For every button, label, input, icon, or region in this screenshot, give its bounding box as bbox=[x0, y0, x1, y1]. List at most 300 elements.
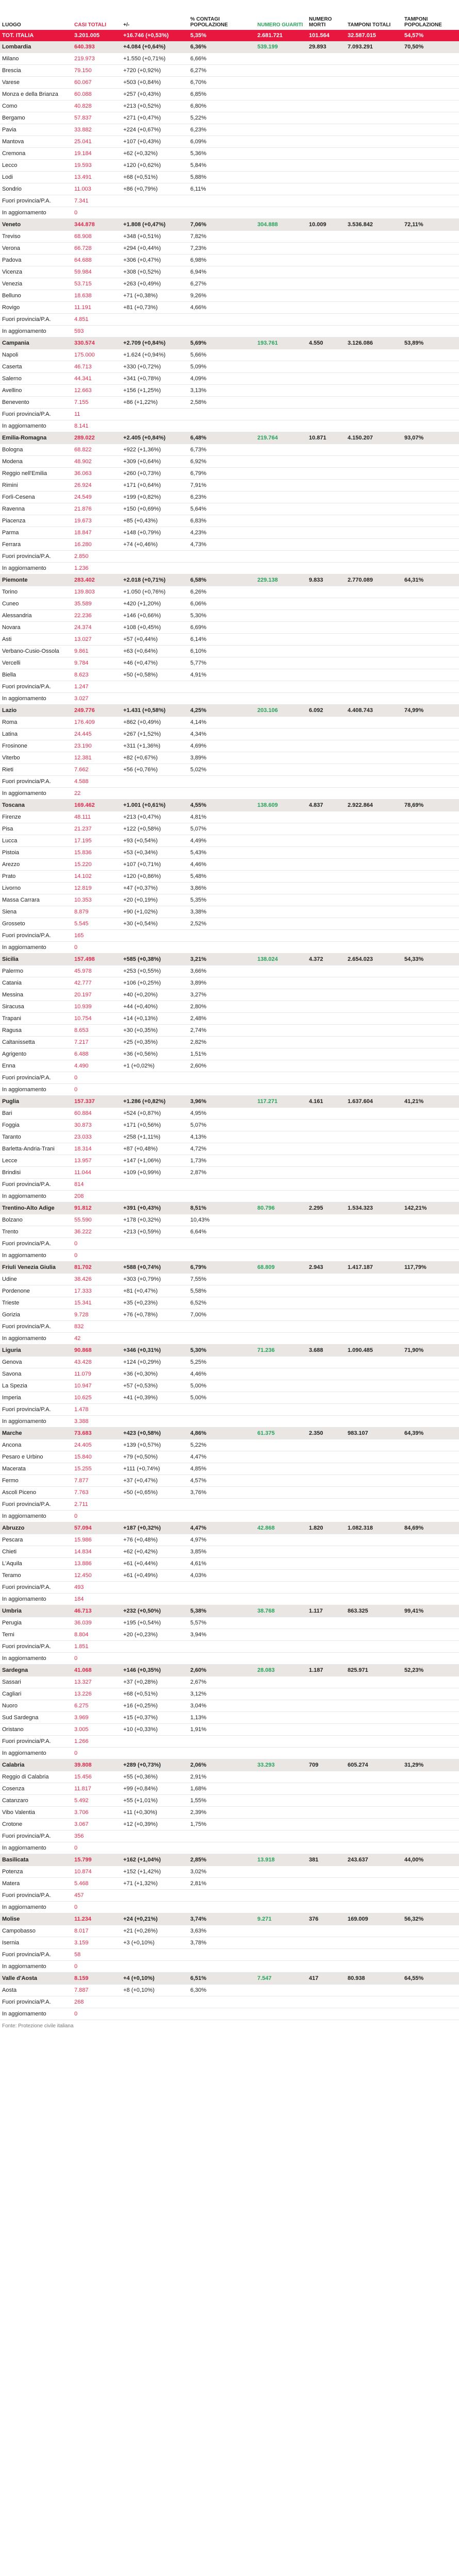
cell-deaths bbox=[307, 788, 346, 800]
cell-pct: 2,82% bbox=[188, 1037, 255, 1048]
cell-healed bbox=[255, 302, 307, 314]
cell-deaths bbox=[307, 717, 346, 728]
cell-healed bbox=[255, 1712, 307, 1724]
province-row[interactable] bbox=[0, 586, 459, 598]
province-row[interactable] bbox=[0, 65, 459, 77]
cell-swabs-pop: 64,31% bbox=[402, 574, 459, 586]
province-row[interactable] bbox=[0, 1890, 459, 1902]
cell-healed bbox=[255, 669, 307, 681]
cell-pct: 1,68% bbox=[188, 1783, 255, 1795]
province-row[interactable] bbox=[0, 1511, 459, 1522]
total-row[interactable] bbox=[0, 30, 459, 41]
cell-cases: 42 bbox=[72, 1333, 121, 1345]
cell-deaths: 4.837 bbox=[307, 800, 346, 811]
cell-pct: 5,07% bbox=[188, 1120, 255, 1131]
cell-healed bbox=[255, 823, 307, 835]
province-row[interactable] bbox=[0, 1013, 459, 1025]
cell-swabs-pop bbox=[402, 124, 459, 136]
cell-name: Sardegna bbox=[0, 1665, 72, 1676]
province-row[interactable] bbox=[0, 776, 459, 788]
cell-swabs-pop bbox=[402, 100, 459, 112]
province-row[interactable] bbox=[0, 1961, 459, 1973]
cell-pct: 6,36% bbox=[188, 41, 255, 53]
province-row[interactable] bbox=[0, 1641, 459, 1653]
region-row[interactable] bbox=[0, 1913, 459, 1925]
province-row[interactable] bbox=[0, 503, 459, 515]
province-row[interactable] bbox=[0, 77, 459, 89]
cell-swabs-pop: 72,11% bbox=[402, 219, 459, 231]
province-row[interactable] bbox=[0, 1676, 459, 1688]
cell-swabs bbox=[346, 1499, 402, 1511]
province-row[interactable] bbox=[0, 1902, 459, 1913]
province-row[interactable] bbox=[0, 207, 459, 219]
cell-cases: 1.851 bbox=[72, 1641, 121, 1653]
cell-healed bbox=[255, 1961, 307, 1973]
province-row[interactable] bbox=[0, 409, 459, 420]
province-row[interactable] bbox=[0, 598, 459, 610]
cell-delta: +346 (+0,31%) bbox=[121, 1345, 188, 1357]
province-row[interactable] bbox=[0, 551, 459, 563]
province-row[interactable] bbox=[0, 1807, 459, 1819]
cell-name: Firenze bbox=[0, 811, 72, 823]
cell-name: Cremona bbox=[0, 148, 72, 160]
province-row[interactable] bbox=[0, 1120, 459, 1131]
province-row[interactable] bbox=[0, 112, 459, 124]
province-row[interactable] bbox=[0, 1546, 459, 1558]
cell-cases: 15.836 bbox=[72, 847, 121, 859]
cell-delta: +124 (+0,29%) bbox=[121, 1357, 188, 1368]
province-row[interactable] bbox=[0, 610, 459, 622]
province-row[interactable] bbox=[0, 1996, 459, 2008]
province-row[interactable] bbox=[0, 1570, 459, 1582]
cell-pct: 5,77% bbox=[188, 657, 255, 669]
cell-cases: 19.593 bbox=[72, 160, 121, 172]
cell-cases: 15.986 bbox=[72, 1534, 121, 1546]
cell-deaths bbox=[307, 894, 346, 906]
province-row[interactable] bbox=[0, 456, 459, 468]
cell-pct bbox=[188, 1641, 255, 1653]
province-row[interactable] bbox=[0, 373, 459, 385]
cell-cases: 16.280 bbox=[72, 539, 121, 551]
province-row[interactable] bbox=[0, 1108, 459, 1120]
province-row[interactable] bbox=[0, 965, 459, 977]
province-row[interactable] bbox=[0, 859, 459, 871]
cell-healed bbox=[255, 278, 307, 290]
header-deaths[interactable]: NUMERO MORTI bbox=[309, 16, 332, 28]
cell-healed bbox=[255, 1570, 307, 1582]
province-row[interactable] bbox=[0, 195, 459, 207]
province-row[interactable] bbox=[0, 148, 459, 160]
province-row[interactable] bbox=[0, 1700, 459, 1712]
province-row[interactable] bbox=[0, 1357, 459, 1368]
cell-healed bbox=[255, 894, 307, 906]
cell-healed bbox=[255, 1060, 307, 1072]
province-row[interactable] bbox=[0, 444, 459, 456]
header-place[interactable]: LUOGO bbox=[2, 22, 21, 28]
cell-swabs-pop: 44,00% bbox=[402, 1854, 459, 1866]
cell-cases: 814 bbox=[72, 1179, 121, 1191]
region-row[interactable] bbox=[0, 1345, 459, 1357]
province-row[interactable] bbox=[0, 1179, 459, 1191]
province-row[interactable] bbox=[0, 160, 459, 172]
province-row[interactable] bbox=[0, 1060, 459, 1072]
province-row[interactable] bbox=[0, 1499, 459, 1511]
province-row[interactable] bbox=[0, 622, 459, 634]
region-row[interactable] bbox=[0, 1759, 459, 1771]
province-row[interactable] bbox=[0, 1368, 459, 1380]
province-row[interactable] bbox=[0, 1297, 459, 1309]
cell-cases: 36.039 bbox=[72, 1617, 121, 1629]
cell-healed bbox=[255, 1700, 307, 1712]
header-healed[interactable]: NUMERO GUARITI bbox=[257, 22, 303, 28]
cell-cases: 45.978 bbox=[72, 965, 121, 977]
cell-delta bbox=[121, 1748, 188, 1759]
province-row[interactable] bbox=[0, 1594, 459, 1605]
region-row[interactable] bbox=[0, 705, 459, 717]
province-row[interactable] bbox=[0, 1084, 459, 1096]
province-row[interactable] bbox=[0, 527, 459, 539]
cell-swabs bbox=[346, 823, 402, 835]
province-row[interactable] bbox=[0, 1238, 459, 1250]
cell-delta: +423 (+0,58%) bbox=[121, 1428, 188, 1439]
province-row[interactable] bbox=[0, 1048, 459, 1060]
province-row[interactable] bbox=[0, 693, 459, 705]
cell-name: Ragusa bbox=[0, 1025, 72, 1037]
cell-cases: 289.022 bbox=[72, 432, 121, 444]
province-row[interactable] bbox=[0, 942, 459, 954]
cell-delta: +171 (+0,56%) bbox=[121, 1120, 188, 1131]
cell-swabs bbox=[346, 468, 402, 480]
cell-swabs-pop bbox=[402, 492, 459, 503]
province-row[interactable] bbox=[0, 871, 459, 883]
province-row[interactable] bbox=[0, 563, 459, 574]
cell-swabs-pop bbox=[402, 207, 459, 219]
province-row[interactable] bbox=[0, 646, 459, 657]
province-row[interactable] bbox=[0, 1143, 459, 1155]
province-row[interactable] bbox=[0, 989, 459, 1001]
province-row[interactable] bbox=[0, 918, 459, 930]
region-row[interactable] bbox=[0, 574, 459, 586]
province-row[interactable] bbox=[0, 847, 459, 859]
province-row[interactable] bbox=[0, 515, 459, 527]
province-row[interactable] bbox=[0, 1321, 459, 1333]
province-row[interactable] bbox=[0, 1214, 459, 1226]
cell-cases: 6.488 bbox=[72, 1048, 121, 1060]
province-row[interactable] bbox=[0, 314, 459, 326]
cell-delta bbox=[121, 788, 188, 800]
cell-deaths bbox=[307, 231, 346, 243]
province-row[interactable] bbox=[0, 1191, 459, 1202]
cell-cases: 157.337 bbox=[72, 1096, 121, 1108]
cell-cases: 3.388 bbox=[72, 1416, 121, 1428]
province-row[interactable] bbox=[0, 1878, 459, 1890]
cell-pct: 6,52% bbox=[188, 1297, 255, 1309]
cell-delta bbox=[121, 1961, 188, 1973]
province-row[interactable] bbox=[0, 764, 459, 776]
province-row[interactable] bbox=[0, 1985, 459, 1996]
region-row[interactable] bbox=[0, 1202, 459, 1214]
province-row[interactable] bbox=[0, 243, 459, 255]
cell-pct bbox=[188, 1499, 255, 1511]
province-row[interactable] bbox=[0, 2008, 459, 2020]
region-row[interactable] bbox=[0, 1428, 459, 1439]
header-new-cases[interactable]: +/- bbox=[123, 22, 129, 28]
province-row[interactable] bbox=[0, 385, 459, 397]
cell-deaths bbox=[307, 1807, 346, 1819]
province-row[interactable] bbox=[0, 1653, 459, 1665]
province-row[interactable] bbox=[0, 1025, 459, 1037]
cell-pct bbox=[188, 1179, 255, 1191]
province-row[interactable] bbox=[0, 349, 459, 361]
cell-name: TOT. ITALIA bbox=[0, 30, 72, 41]
header-pct[interactable]: % CONTAGI POPOLAZIONE bbox=[190, 16, 228, 28]
cell-name: Prato bbox=[0, 871, 72, 883]
region-row[interactable] bbox=[0, 219, 459, 231]
province-row[interactable] bbox=[0, 657, 459, 669]
cell-healed bbox=[255, 1736, 307, 1748]
cell-deaths bbox=[307, 1546, 346, 1558]
cell-swabs-pop bbox=[402, 1084, 459, 1096]
cell-delta: +420 (+1,20%) bbox=[121, 598, 188, 610]
header-cases[interactable]: CASI TOTALI bbox=[74, 22, 106, 28]
cell-delta: +71 (+0,38%) bbox=[121, 290, 188, 302]
province-row[interactable] bbox=[0, 100, 459, 112]
region-row[interactable] bbox=[0, 1096, 459, 1108]
province-row[interactable] bbox=[0, 728, 459, 740]
cell-pct: 5,64% bbox=[188, 503, 255, 515]
province-row[interactable] bbox=[0, 492, 459, 503]
cell-cases: 42.777 bbox=[72, 977, 121, 989]
cell-cases: 356 bbox=[72, 1831, 121, 1842]
province-row[interactable] bbox=[0, 1001, 459, 1013]
cell-swabs bbox=[346, 1748, 402, 1759]
province-row[interactable] bbox=[0, 266, 459, 278]
province-row[interactable] bbox=[0, 1937, 459, 1949]
province-row[interactable] bbox=[0, 811, 459, 823]
province-row[interactable] bbox=[0, 634, 459, 646]
province-row[interactable] bbox=[0, 1949, 459, 1961]
province-row[interactable] bbox=[0, 1629, 459, 1641]
cell-name: Ancona bbox=[0, 1439, 72, 1451]
cell-swabs-pop bbox=[402, 349, 459, 361]
cell-swabs-pop bbox=[402, 1001, 459, 1013]
cell-swabs bbox=[346, 361, 402, 373]
cell-healed bbox=[255, 1250, 307, 1262]
cell-swabs-pop bbox=[402, 1700, 459, 1712]
cell-deaths: 29.893 bbox=[307, 41, 346, 53]
province-row[interactable] bbox=[0, 1274, 459, 1285]
cell-cases: 7.877 bbox=[72, 1475, 121, 1487]
province-row[interactable] bbox=[0, 1333, 459, 1345]
cell-name: Chieti bbox=[0, 1546, 72, 1558]
province-row[interactable] bbox=[0, 823, 459, 835]
province-row[interactable] bbox=[0, 302, 459, 314]
province-row[interactable] bbox=[0, 1155, 459, 1167]
cell-name: Fuori provincia/P.A. bbox=[0, 1890, 72, 1902]
region-row[interactable] bbox=[0, 432, 459, 444]
cell-swabs bbox=[346, 1060, 402, 1072]
cell-cases: 90.868 bbox=[72, 1345, 121, 1357]
province-row[interactable] bbox=[0, 977, 459, 989]
province-row[interactable] bbox=[0, 1285, 459, 1297]
region-row[interactable] bbox=[0, 41, 459, 53]
cell-deaths bbox=[307, 124, 346, 136]
province-row[interactable] bbox=[0, 231, 459, 243]
province-row[interactable] bbox=[0, 788, 459, 800]
province-row[interactable] bbox=[0, 1783, 459, 1795]
cell-swabs bbox=[346, 1475, 402, 1487]
cell-healed bbox=[255, 1404, 307, 1416]
province-row[interactable] bbox=[0, 1250, 459, 1262]
province-row[interactable] bbox=[0, 1392, 459, 1404]
province-row[interactable] bbox=[0, 1736, 459, 1748]
region-row[interactable] bbox=[0, 1854, 459, 1866]
region-row[interactable] bbox=[0, 954, 459, 965]
province-row[interactable] bbox=[0, 1688, 459, 1700]
cell-deaths bbox=[307, 1985, 346, 1996]
region-row[interactable] bbox=[0, 800, 459, 811]
province-row[interactable] bbox=[0, 1487, 459, 1499]
province-row[interactable] bbox=[0, 1416, 459, 1428]
table-body bbox=[0, 30, 459, 2020]
province-row[interactable] bbox=[0, 1582, 459, 1594]
province-row[interactable] bbox=[0, 89, 459, 100]
province-row[interactable] bbox=[0, 1617, 459, 1629]
province-row[interactable] bbox=[0, 1131, 459, 1143]
province-row[interactable] bbox=[0, 255, 459, 266]
cell-healed bbox=[255, 1167, 307, 1179]
cell-delta: +106 (+0,25%) bbox=[121, 977, 188, 989]
province-row[interactable] bbox=[0, 290, 459, 302]
province-row[interactable] bbox=[0, 1451, 459, 1463]
province-row[interactable] bbox=[0, 361, 459, 373]
header-swabs[interactable]: TAMPONI TOTALI bbox=[348, 22, 391, 28]
region-row[interactable] bbox=[0, 1522, 459, 1534]
cell-delta bbox=[121, 1238, 188, 1250]
province-row[interactable] bbox=[0, 1771, 459, 1783]
province-row[interactable] bbox=[0, 930, 459, 942]
cell-swabs bbox=[346, 65, 402, 77]
province-row[interactable] bbox=[0, 1925, 459, 1937]
province-row[interactable] bbox=[0, 468, 459, 480]
province-row[interactable] bbox=[0, 740, 459, 752]
region-row[interactable] bbox=[0, 337, 459, 349]
cell-pct bbox=[188, 551, 255, 563]
province-row[interactable] bbox=[0, 480, 459, 492]
cell-cases: 18.638 bbox=[72, 290, 121, 302]
cell-deaths: 1.117 bbox=[307, 1605, 346, 1617]
province-row[interactable] bbox=[0, 1380, 459, 1392]
province-row[interactable] bbox=[0, 1819, 459, 1831]
province-row[interactable] bbox=[0, 1463, 459, 1475]
cell-swabs bbox=[346, 89, 402, 100]
province-row[interactable] bbox=[0, 717, 459, 728]
province-row[interactable] bbox=[0, 1475, 459, 1487]
cell-name: Fuori provincia/P.A. bbox=[0, 930, 72, 942]
province-row[interactable] bbox=[0, 906, 459, 918]
cell-healed bbox=[255, 1558, 307, 1570]
province-row[interactable] bbox=[0, 835, 459, 847]
cell-healed bbox=[255, 53, 307, 65]
cell-pct: 1,75% bbox=[188, 1819, 255, 1831]
cell-deaths bbox=[307, 764, 346, 776]
province-row[interactable] bbox=[0, 1842, 459, 1854]
region-row[interactable] bbox=[0, 1262, 459, 1274]
cell-cases: 4.490 bbox=[72, 1060, 121, 1072]
cell-swabs-pop bbox=[402, 1072, 459, 1084]
cell-cases: 7.887 bbox=[72, 1985, 121, 1996]
cell-swabs-pop bbox=[402, 1996, 459, 2008]
cell-deaths bbox=[307, 1487, 346, 1499]
province-row[interactable] bbox=[0, 1167, 459, 1179]
cell-name: Siena bbox=[0, 906, 72, 918]
province-row[interactable] bbox=[0, 172, 459, 183]
province-row[interactable] bbox=[0, 1309, 459, 1321]
province-row[interactable] bbox=[0, 326, 459, 337]
province-row[interactable] bbox=[0, 681, 459, 693]
region-row[interactable] bbox=[0, 1665, 459, 1676]
province-row[interactable] bbox=[0, 1226, 459, 1238]
cell-healed: 138.024 bbox=[255, 954, 307, 965]
province-row[interactable] bbox=[0, 1072, 459, 1084]
province-row[interactable] bbox=[0, 1037, 459, 1048]
province-row[interactable] bbox=[0, 278, 459, 290]
province-row[interactable] bbox=[0, 124, 459, 136]
region-row[interactable] bbox=[0, 1605, 459, 1617]
cell-swabs-pop bbox=[402, 1191, 459, 1202]
province-row[interactable] bbox=[0, 539, 459, 551]
province-row[interactable] bbox=[0, 1404, 459, 1416]
province-row[interactable] bbox=[0, 397, 459, 409]
province-row[interactable] bbox=[0, 136, 459, 148]
province-row[interactable] bbox=[0, 1439, 459, 1451]
cell-deaths bbox=[307, 207, 346, 219]
cell-delta bbox=[121, 1641, 188, 1653]
cell-healed bbox=[255, 1392, 307, 1404]
region-row[interactable] bbox=[0, 1973, 459, 1985]
province-row[interactable] bbox=[0, 894, 459, 906]
province-row[interactable] bbox=[0, 883, 459, 894]
cell-healed bbox=[255, 977, 307, 989]
cell-cases: 13.886 bbox=[72, 1558, 121, 1570]
province-row[interactable] bbox=[0, 1866, 459, 1878]
cell-swabs-pop bbox=[402, 1676, 459, 1688]
province-row[interactable] bbox=[0, 1534, 459, 1546]
header-swabs-pop[interactable]: TAMPONI POPOLAZIONE bbox=[404, 16, 442, 28]
cell-pct: 4,03% bbox=[188, 1570, 255, 1582]
province-row[interactable] bbox=[0, 669, 459, 681]
cell-swabs bbox=[346, 136, 402, 148]
cell-pct: 3,78% bbox=[188, 1937, 255, 1949]
province-row[interactable] bbox=[0, 1795, 459, 1807]
cell-delta: +232 (+0,50%) bbox=[121, 1605, 188, 1617]
province-row[interactable] bbox=[0, 1558, 459, 1570]
cell-delta: +107 (+0,43%) bbox=[121, 136, 188, 148]
province-row[interactable] bbox=[0, 1712, 459, 1724]
cell-healed bbox=[255, 468, 307, 480]
province-row[interactable] bbox=[0, 1748, 459, 1759]
cell-swabs bbox=[346, 835, 402, 847]
province-row[interactable] bbox=[0, 53, 459, 65]
province-row[interactable] bbox=[0, 752, 459, 764]
province-row[interactable] bbox=[0, 183, 459, 195]
cell-name: Torino bbox=[0, 586, 72, 598]
cell-pct bbox=[188, 1831, 255, 1842]
province-row[interactable] bbox=[0, 420, 459, 432]
province-row[interactable] bbox=[0, 1724, 459, 1736]
province-row[interactable] bbox=[0, 1831, 459, 1842]
cell-swabs-pop bbox=[402, 89, 459, 100]
